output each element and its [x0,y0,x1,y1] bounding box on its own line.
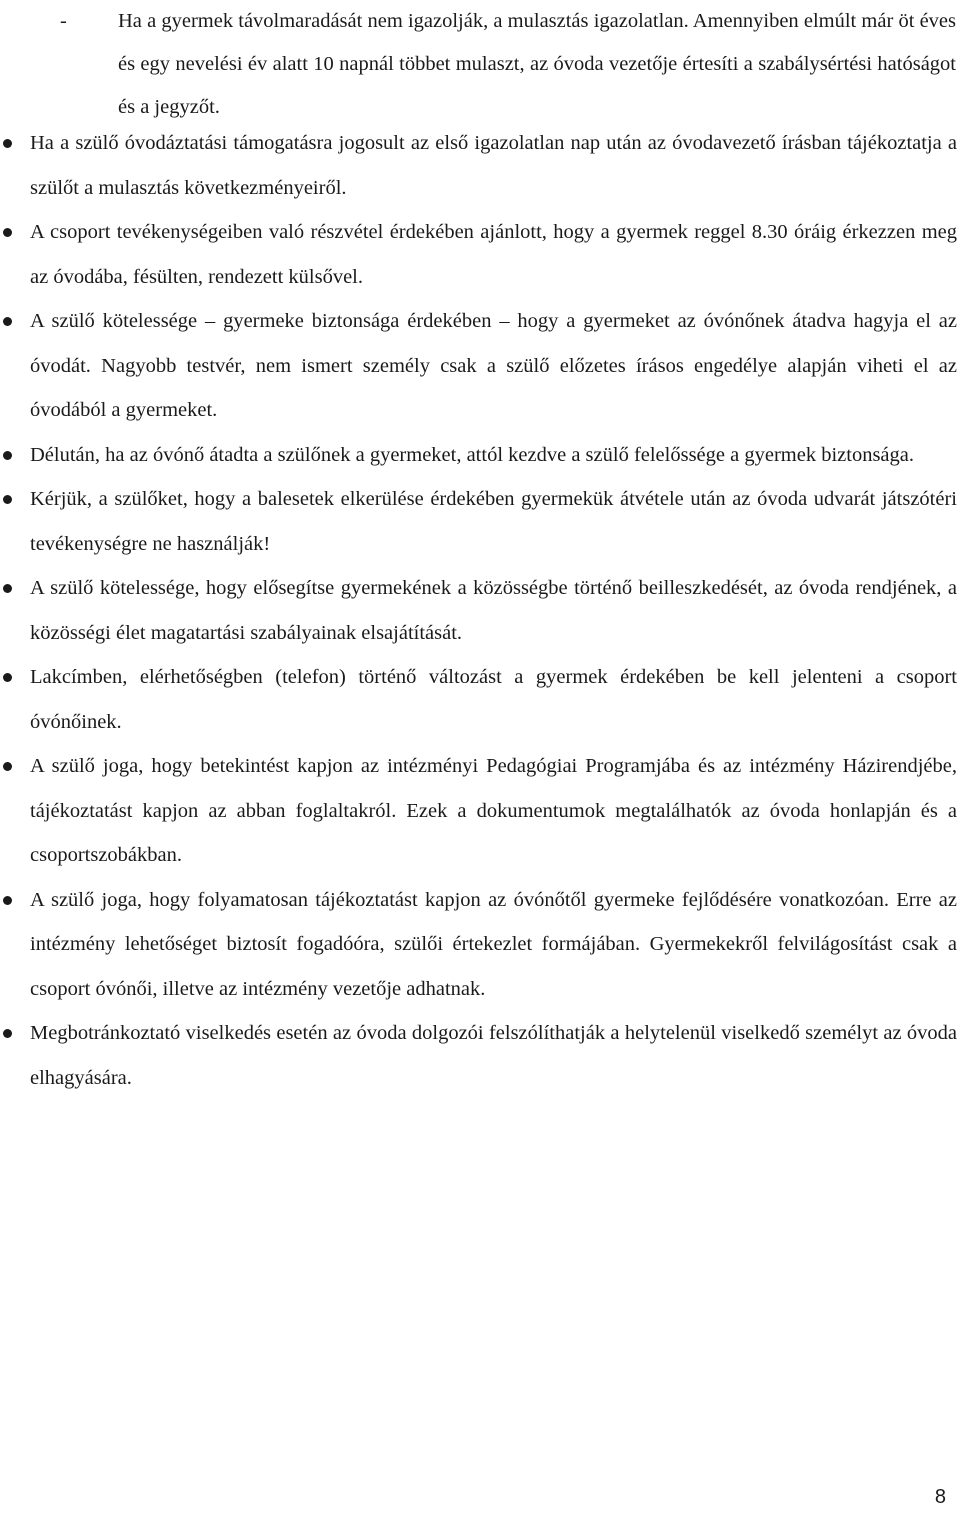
bullet-text: A szülő joga, hogy folyamatosan tájékoztatást kapjon az óvónőtől gyermeke fejlődésére vonatkozóan. Erre az intézmény lehetőséget biztosít fogadóóra, szülői értekezlet formájában. Gyermekekről felvilágosítást csak a csoport óvónői, illetve az intézmény vezetője adhatnak. [30,888,957,1000]
bullet-item [0,655,957,744]
dash-item-text: Ha a gyermek távolmaradását nem igazolják, a mulasztás igazolatlan. Amennyiben elmúlt már öt éves és egy nevelési év alatt 10 napnál többet mulaszt, az óvoda vezetője értesíti a szabálysértési hatóságot és a jegyzőt. [118,10,956,118]
bullet-dot-icon [3,584,12,593]
bullet-list [0,121,960,1100]
page-number: 8 [934,1486,946,1508]
bullet-item [0,744,957,878]
bullet-item [0,1011,957,1100]
bullet-dot-icon [3,495,12,504]
bullet-item [0,299,957,433]
bullet-text: Kérjük, a szülőket, hogy a balesetek elkerülése érdekében gyermekük átvétele után az óvoda udvarát játszótéri tevékenységre ne használják! [30,488,957,555]
bullet-text: Ha a szülő óvodáztatási támogatásra jogosult az első igazolatlan nap után az óvodavezető írásban tájékoztatja a szülőt a mulasztás következményeiről. [30,132,957,199]
bullet-text: Lakcímben, elérhetőségben (telefon) történő változást a gyermek érdekében be kell jelenteni a csoport óvónőinek. [30,666,957,733]
bullet-text: A szülő joga, hogy betekintést kapjon az intézményi Pedagógiai Programjába és az intézmény Házirendjébe, tájékoztatást kapjon az abban foglaltakról. Ezek a dokumentumok megtalálhatók az óvoda honlapján és a csoportszobákban. [30,755,957,866]
bullet-text: Megbotránkoztató viselkedés esetén az óvoda dolgozói felszólíthatják a helytelenül viselkedő személyt az óvoda elhagyására. [30,1022,957,1089]
bullet-dot-icon [3,317,12,326]
bullet-text: A szülő kötelessége – gyermeke biztonsága érdekében – hogy a gyermeket az óvónőnek átadva hagyja el az óvodát. Nagyobb testvér, nem ismert személy csak a szülő előzetes írásos engedélye alapján viheti el az óvodából a gyermeket. [30,310,957,421]
bullet-text: A szülő kötelessége, hogy elősegítse gyermekének a közösségbe történő beilleszkedését, az óvoda rendjének, a közösségi élet magatartási szabályainak elsajátítását. [30,577,957,644]
bullet-dot-icon [3,896,12,905]
bullet-dot-icon [3,673,12,682]
bullet-dot-icon [3,1029,12,1038]
bullet-dot-icon [3,228,12,237]
bullet-item [0,121,957,210]
bullet-text: Délután, ha az óvónő átadta a szülőnek a gyermeket, attól kezdve a szülő felelőssége a gyermek biztonsága. [30,443,914,466]
bullet-item [0,566,957,655]
bullet-dot-icon [3,451,12,460]
dash-marker: - [60,10,67,32]
bullet-text: A csoport tevékenységeiben való részvétel érdekében ajánlott, hogy a gyermek reggel 8.30 óráig érkezzen meg az óvodába, fésülten, rendezett külsővel. [30,221,957,288]
bullet-item [0,878,957,1012]
bullet-item [0,477,957,566]
bullet-dot-icon [3,762,12,771]
bullet-item [0,210,957,299]
bullet-item [0,433,957,478]
bullet-dot-icon [3,139,12,148]
